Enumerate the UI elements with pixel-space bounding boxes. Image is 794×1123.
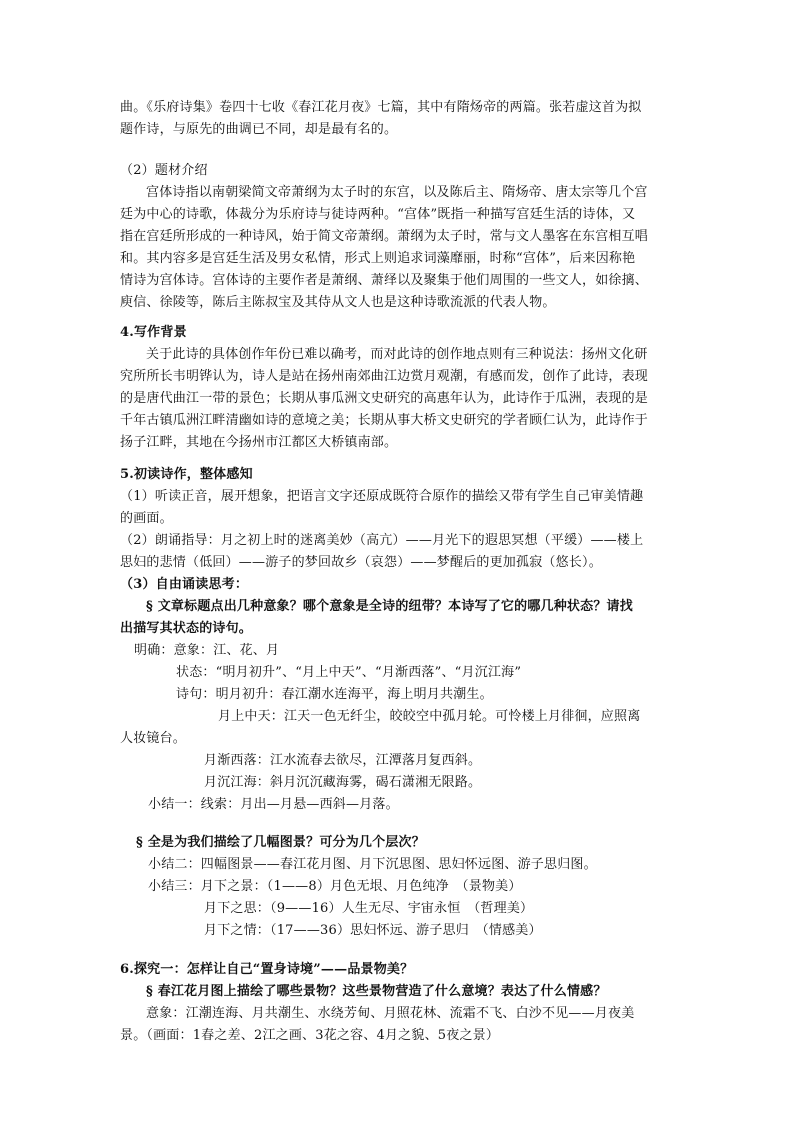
answer-line: 诗句：明月初升：春江潮水连海平，海上明月共潮生。: [176, 687, 493, 702]
section-heading: 6.探究一：怎样让自己“置身诗境”——品景物美？: [120, 962, 414, 977]
answer-line: 状态：“明月初升”、“月上中天”、“月渐西落”、“月沉江海”: [176, 665, 522, 680]
text-line: 扬子江畔，其地在今扬州市江都区大桥镇南部。: [120, 435, 398, 450]
question-line: 出描写其状态的诗句。: [120, 621, 253, 636]
text-line: （2）朗诵指导：月之初上时的迷离美妙（高亢）——月光下的遐思冥想（平缓）——楼上: [120, 533, 644, 548]
text-line: 景。（画面：1春之差、2江之画、3花之容、4月之貌、5夜之景）: [120, 1028, 500, 1043]
answer-line: 月渐西落：江水流春去欲尽，江潭落月复西斜。: [204, 753, 482, 768]
text-line: 意象：江潮连海、月共潮生、水绕芳甸、月照花林、流霜不飞、白沙不见——月夜美: [146, 1006, 635, 1021]
summary-line: 月下之思：（9——16）人生无尽、宇宙永恒 （哲理美）: [204, 901, 534, 916]
answer-line: 月上中天：江天一色无纤尘，皎皎空中孤月轮。可怜楼上月徘徊，应照离: [218, 709, 641, 724]
answer-line: 月沉江海：斜月沉沉藏海雾，碣石潇湘无限路。: [204, 775, 482, 790]
answer-line: 明确：意象：江、花、月: [134, 643, 280, 658]
text-line: 的画面。: [120, 511, 173, 526]
summary-line: 月下之情：（17——36）思妇怀远、游子思归 （情感美）: [204, 923, 542, 938]
text-line: 千年古镇瓜洲江畔清幽如诗的意境之美；长期从事大桥文史研究的学者顾仁认为，此诗作于: [120, 413, 649, 428]
text-line: 情诗为宫体诗。宫体诗的主要作者是萧纲、萧绎以及聚集于他们周围的一些文人，如徐摛、: [120, 273, 649, 288]
summary-line: 小结一：线索：月出—月悬—西斜—月落。: [148, 797, 399, 812]
section-heading: 4.写作背景: [120, 325, 187, 340]
text-line: 宫体诗指以南朝梁简文帝萧纲为太子时的东宫，以及陈后主、隋炀帝、唐太宗等几个宫: [146, 185, 648, 200]
text-line: 指在宫廷所形成的一种诗风，始于简文帝萧纲。萧纲为太子时，常与文人墨客在东宫相互唱: [120, 229, 649, 244]
text-line: （1）听读正音，展开想象，把语言文字还原成既符合原作的描绘又带有学生自己审美情趣: [120, 489, 644, 504]
summary-line: 小结二：四幅图景——春江花月图、月下沉思图、思妇怀远图、游子思归图。: [148, 857, 597, 872]
text-line: 题作诗，与原先的曲调已不同，却是最有名的。: [120, 122, 398, 137]
text-line: 庾信、徐陵等，陈后主陈叔宝及其侍从文人也是这种诗歌流派的代表人物。: [120, 295, 556, 310]
summary-line: 小结三：月下之景：（1——8）月色无垠、月色纯净 （景物美）: [148, 879, 522, 894]
subsection-heading: （3）自由诵读思考：: [120, 577, 249, 592]
text-line: 曲。《乐府诗集》卷四十七收《春江花月夜》七篇，其中有隋炀帝的两篇。张若虚这首为拟: [120, 100, 642, 115]
text-line: 和。其内容多是宫廷生活及男女私情，形式上则追求词藻靡丽，时称“宫体”，后来因称艳: [120, 251, 636, 266]
answer-line: 人妆镜台。: [120, 731, 187, 746]
text-line: 思妇的悲情（低回）——游子的梦回故乡（哀怨）——梦醒后的更加孤寂（悠长）。: [120, 555, 602, 570]
question-line: § 文章标题点出几种意象？哪个意象是全诗的纽带？本诗写了它的哪几种状态？请找: [146, 599, 633, 614]
text-line: 关于此诗的具体创作年份已难以确考，而对此诗的创作地点则有三种说法：扬州文化研: [146, 347, 648, 362]
text-line: 廷为中心的诗歌，体裁分为乐府诗与徒诗两种。“宫体”既指一种描写宫廷生活的诗体，又: [120, 207, 636, 222]
question-line: § 春江花月图上描绘了哪些景物？这些景物营造了什么意境？表达了什么情感？: [146, 984, 607, 999]
text-line: 究所所长韦明铧认为，诗人是站在扬州南郊曲江边赏月观潮，有感而发，创作了此诗，表现: [120, 369, 649, 384]
text-line: 的是唐代曲江一带的景色；长期从事瓜洲文史研究的高惠年认为，此诗作于瓜洲，表现的是: [120, 391, 649, 406]
section-heading: 5.初读诗作，整体感知: [120, 467, 253, 482]
question-line: § 全是为我们描绘了几幅图景？可分为几个层次？: [136, 835, 425, 850]
subsection-heading: （2）题材介绍: [120, 163, 208, 178]
